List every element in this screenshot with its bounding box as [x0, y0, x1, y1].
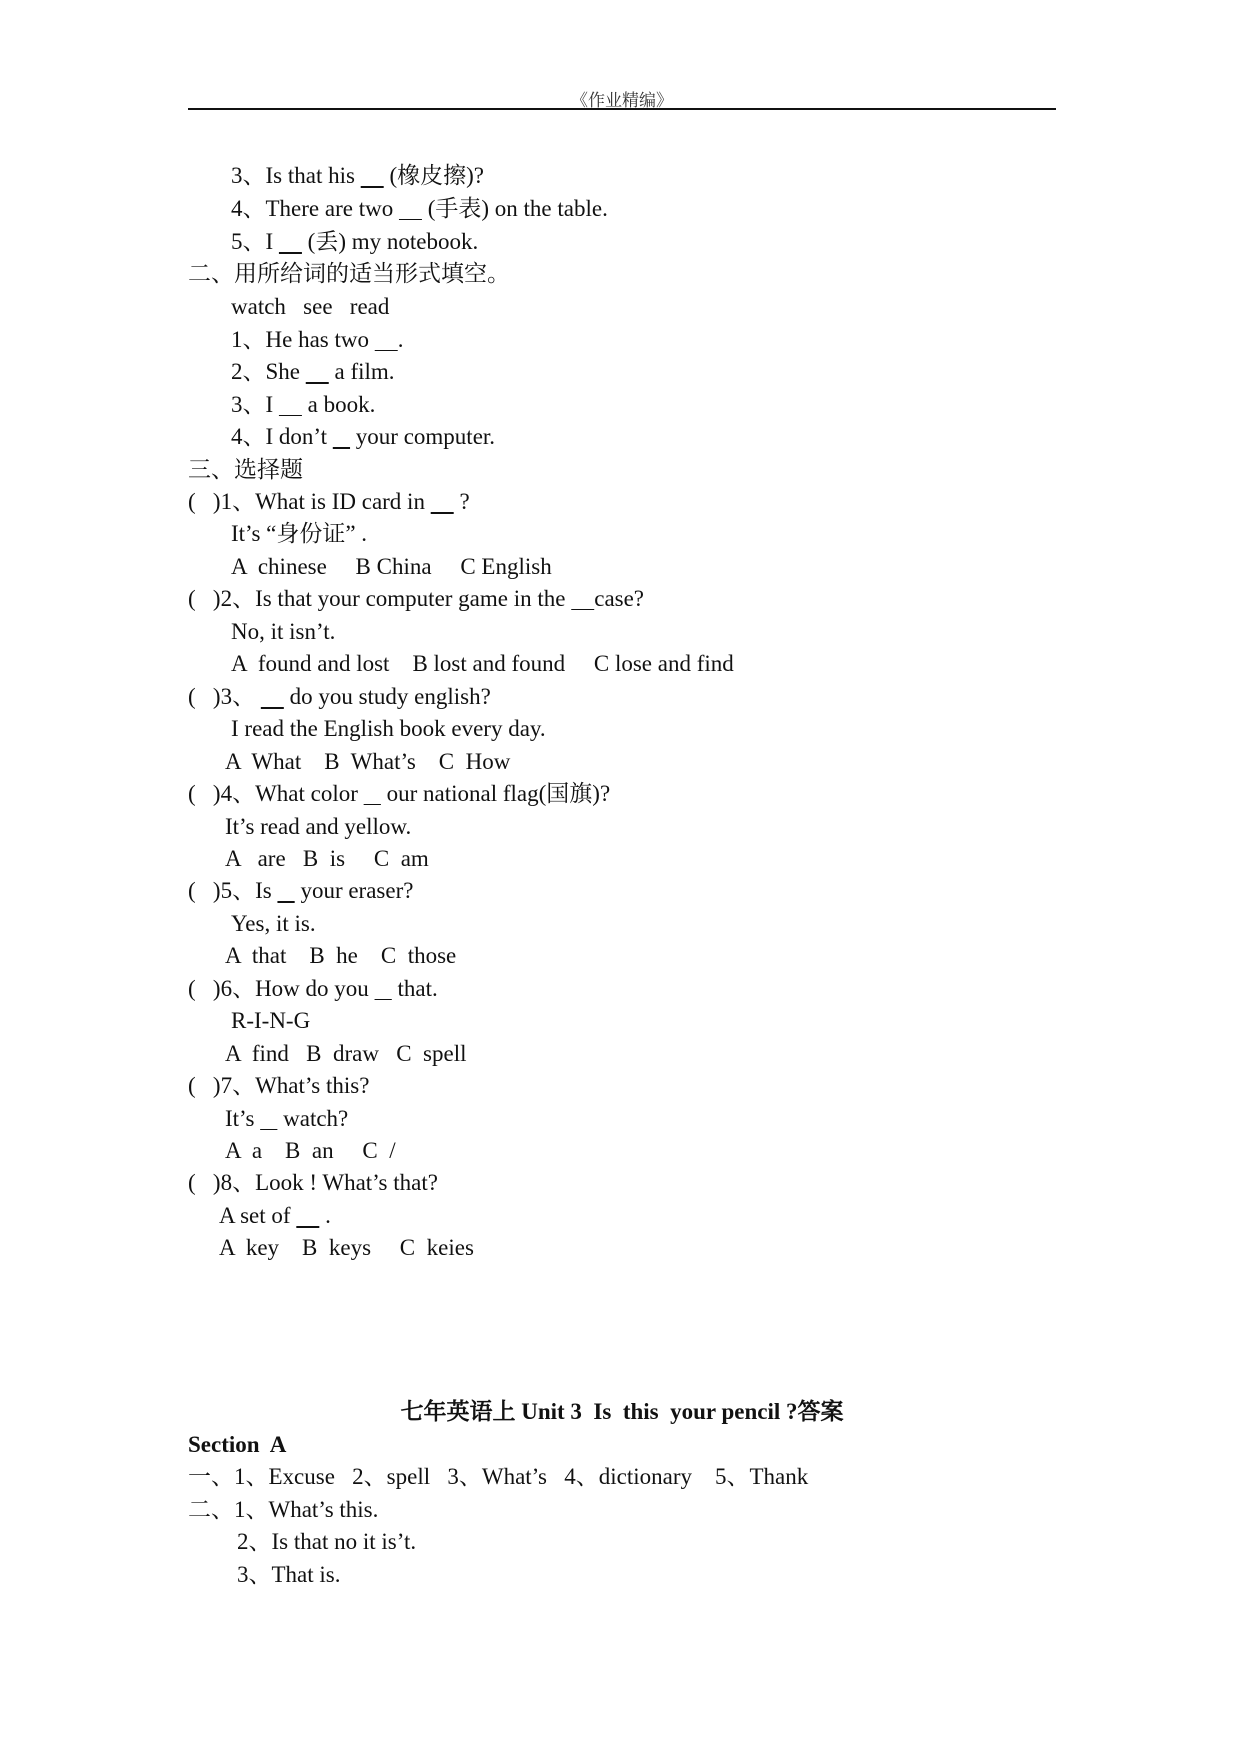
question-7-choices: A a B an C /	[225, 1138, 396, 1163]
answer-blank	[361, 163, 384, 188]
question-7-answer: It’s watch?	[225, 1106, 349, 1131]
answer-key-section: Section A	[188, 1432, 287, 1457]
answer-blank	[260, 1106, 277, 1131]
fill-item-5: 5、I (丢) my notebook.	[231, 229, 479, 254]
question-2-choices: A found and lost B lost and found C lose and find	[231, 651, 734, 676]
question-4: ( )4、What color our national flag(国旗)?	[188, 781, 611, 806]
question-8-choices: A key B keys C keies	[219, 1235, 474, 1260]
answer-key-line-2: 二、1、What’s this.	[188, 1497, 379, 1522]
question-1-choices: A chinese B China C English	[231, 554, 552, 579]
answer-blank	[431, 489, 454, 514]
question-5: ( )5、Is your eraser?	[188, 878, 414, 903]
question-7: ( )7、What’s this?	[188, 1073, 370, 1098]
answer-key-title: 七年英语上 Unit 3 Is this your pencil ?答案	[400, 1399, 844, 1424]
question-8-answer: A set of .	[219, 1203, 331, 1228]
question-5-choices: A that B he C those	[225, 943, 457, 968]
question-2: ( )2、Is that your computer game in the case?	[188, 586, 645, 611]
question-3-answer: I read the English book every day.	[231, 716, 546, 741]
answer-blank	[306, 359, 329, 384]
answer-key-line-4: 3、That is.	[237, 1562, 341, 1587]
question-6: ( )6、How do you that.	[188, 976, 438, 1001]
question-4-choices: A are B is C am	[225, 846, 429, 871]
answer-blank	[375, 976, 392, 1001]
answer-blank	[279, 229, 302, 254]
answer-blank	[364, 781, 381, 806]
fill-item-4: 4、I don’t your computer.	[231, 424, 496, 449]
answer-blank	[571, 586, 594, 611]
section-heading-3: 三、选择题	[188, 457, 303, 482]
fill-item-3: 3、Is that his (橡皮擦)?	[231, 163, 484, 188]
fill-item-1: 1、He has two .	[231, 327, 404, 352]
word-bank: watch see read	[231, 294, 390, 319]
question-5-answer: Yes, it is.	[231, 911, 316, 936]
answer-blank	[296, 1203, 319, 1228]
answer-blank	[333, 424, 350, 449]
fill-item-3: 3、I a book.	[231, 392, 376, 417]
question-6-choices: A find B draw C spell	[225, 1041, 467, 1066]
question-3: ( )3、 do you study english?	[188, 684, 491, 709]
question-6-answer: R-I-N-G	[231, 1008, 311, 1033]
answer-blank	[261, 684, 284, 709]
question-4-answer: It’s read and yellow.	[225, 814, 412, 839]
question-8: ( )8、Look ! What’s that?	[188, 1170, 438, 1195]
question-1: ( )1、What is ID card in ?	[188, 489, 470, 514]
answer-blank	[277, 878, 294, 903]
fill-item-2: 2、She a film.	[231, 359, 395, 384]
fill-item-4: 4、There are two (手表) on the table.	[231, 196, 608, 221]
question-1-answer: It’s “身份证” .	[231, 521, 368, 546]
question-2-answer: No, it isn’t.	[231, 619, 336, 644]
answer-blank	[375, 327, 398, 352]
answer-key-line-1: 一、1、Excuse 2、spell 3、What’s 4、dictionary 5、Thank	[188, 1464, 809, 1489]
header-rule	[188, 108, 1056, 110]
answer-key-line-3: 2、Is that no it is’t.	[237, 1529, 417, 1554]
header-title: 《作业精编》	[571, 91, 673, 110]
question-3-choices: A What B What’s C How	[225, 749, 511, 774]
answer-blank	[399, 196, 422, 221]
answer-blank	[279, 392, 302, 417]
section-heading-2: 二、用所给词的适当形式填空。	[188, 261, 510, 286]
